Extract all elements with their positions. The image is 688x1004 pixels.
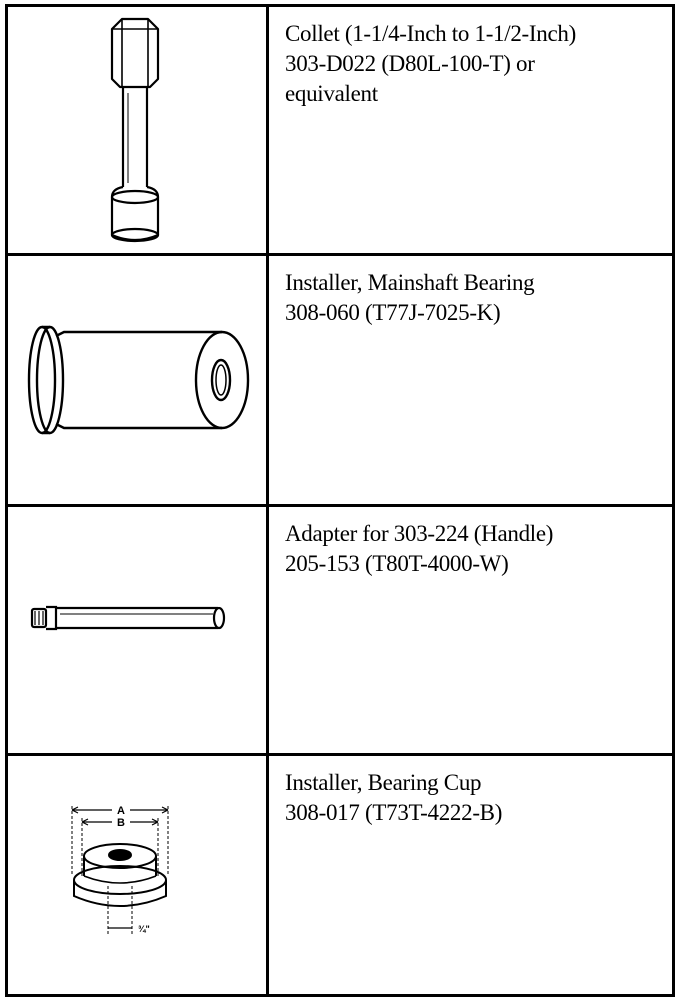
tool-part-number: 308-060 (T77J-7025-K) — [285, 300, 501, 325]
table-row — [8, 256, 672, 507]
special-tools-table — [5, 4, 675, 997]
bearing-cup-installer-icon — [8, 756, 266, 991]
tool-part-number: 205-153 (T80T-4000-W) — [285, 551, 509, 576]
tool-part-number: 303-D022 (D80L-100-T) or — [285, 51, 535, 76]
tool-description — [272, 7, 672, 253]
tool-description — [272, 256, 672, 504]
tool-name: Collet (1-1/4-Inch to 1-1/2-Inch) — [285, 21, 576, 46]
illustration-cell — [8, 7, 269, 253]
tool-name: Installer, Mainshaft Bearing — [285, 270, 535, 295]
tool-note: equivalent — [285, 81, 378, 106]
illustration-cell — [8, 756, 269, 994]
illustration-cell — [8, 256, 269, 504]
dimension-label-depth: ¾" — [138, 924, 150, 934]
collet-icon — [8, 7, 266, 253]
handle-adapter-icon — [8, 507, 266, 753]
illustration-cell — [8, 507, 269, 753]
table-row — [8, 507, 672, 756]
tool-description — [272, 507, 672, 753]
tool-name: Installer, Bearing Cup — [285, 770, 482, 795]
table-row — [8, 7, 672, 256]
tool-name: Adapter for 303-224 (Handle) — [285, 521, 554, 546]
table-row — [8, 756, 672, 994]
tool-description — [272, 756, 672, 994]
dimension-label-b: B — [117, 817, 125, 829]
dimension-label-a: A — [117, 805, 125, 817]
mainshaft-bearing-installer-icon — [8, 256, 266, 504]
tool-part-number: 308-017 (T73T-4222-B) — [285, 800, 503, 825]
